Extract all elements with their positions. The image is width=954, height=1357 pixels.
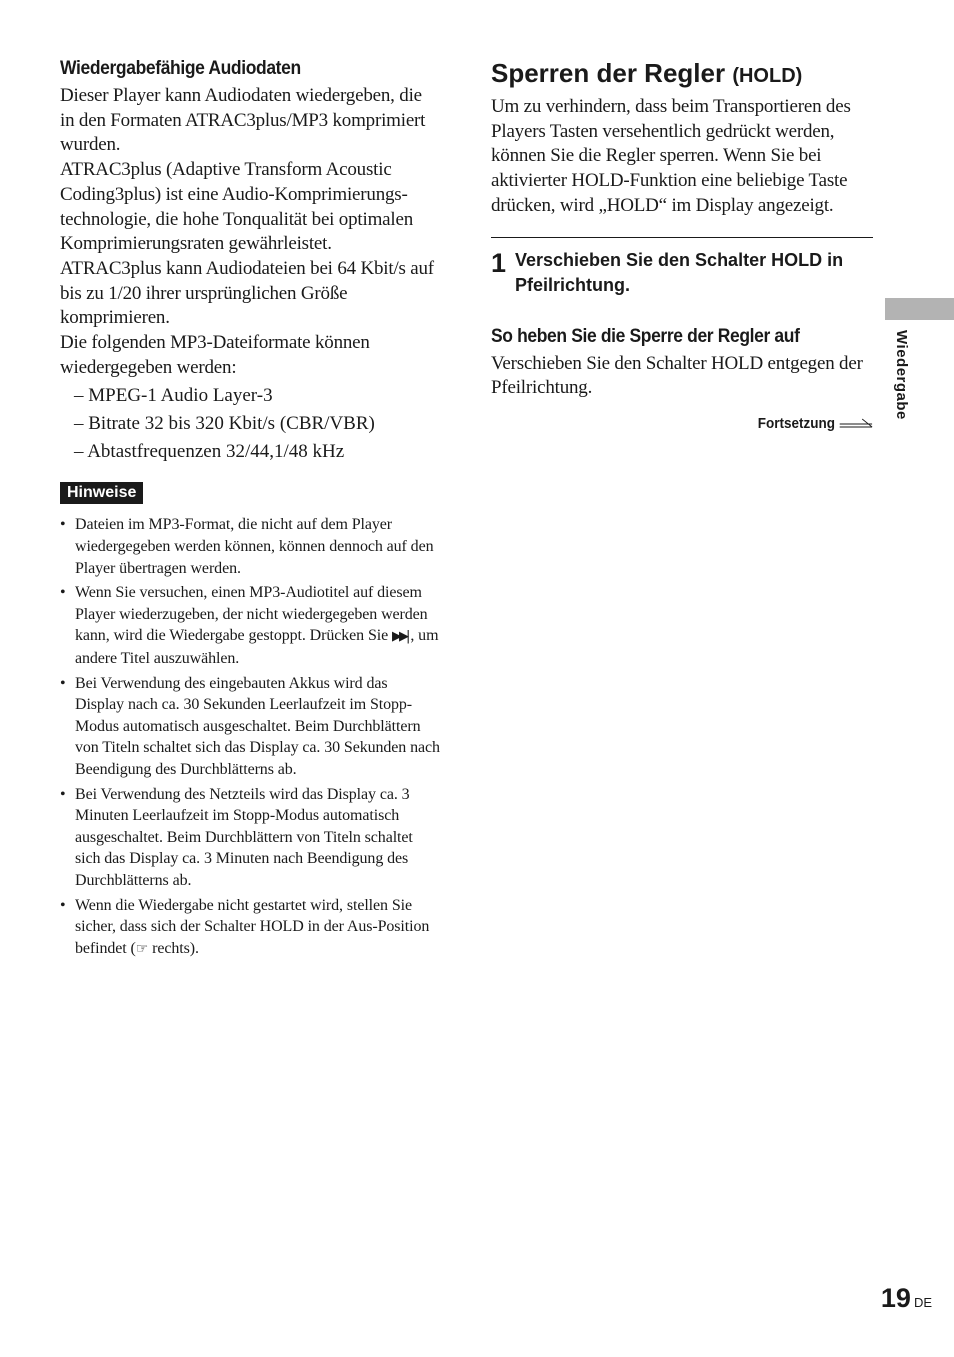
unlock-heading: So heben Sie die Sperre der Regler auf <box>491 325 800 347</box>
continuation-label: Fortsetzung <box>757 414 836 432</box>
step-1 <box>491 248 873 298</box>
page-number-value: 19 <box>880 1283 911 1313</box>
notes-badge: Hinweise <box>60 482 143 504</box>
hold-intro-paragraph: Um zu verhindern, dass beim Transportieren des Players Tasten versehentlich gedrückt werden, können Sie die Regler sperren. Wenn Sie bei aktivierter HOLD-Funktion eine beliebige Taste drücken, wird „HOLD“ im Display angezeigt. <box>491 96 851 216</box>
continuation-marker <box>491 415 873 432</box>
side-tab-marker <box>885 298 954 320</box>
intro-paragraph-2: ATRAC3plus (Adaptive Transform Acoustic Coding3plus) ist eine Audio-Komprimierungs-technologie, die hohe Tonqualität bei optimalen Komprimierungsraten gewährleistet. <box>60 159 413 255</box>
note-text: , um andere Titel auszuwählen. <box>75 627 439 667</box>
section-title <box>491 58 873 91</box>
note-item: • Bei Verwendung des eingebauten Akkus wird das Display nach ca. 30 Sekunden Leerlaufzeit im Stopp-Modus automatisch ausgeschaltet. Beim Durchblättern von Titeln schaltet sich das Display ca. 30 Sekunden nach Beendigung des Durchblätterns ab. <box>60 673 440 781</box>
left-column <box>60 58 440 963</box>
note-item <box>60 582 440 669</box>
list-item: – MPEG-1 Audio Layer-3 <box>74 385 273 407</box>
step-text: Verschieben Sie den Schalter HOLD in Pfeilrichtung. <box>514 249 844 295</box>
note-text: Wenn Sie versuchen, einen MP3-Audiotitel auf diesem Player wiederzugeben, der nicht wiedergegeben werden kann, wird die Wiedergabe gestoppt. Drücken Sie <box>75 584 428 645</box>
side-tab-label: Wiedergabe <box>893 330 910 420</box>
list-item: – Abtastfrequenzen 32/44,1/48 kHz <box>74 441 345 463</box>
mp3-format-list <box>60 382 440 466</box>
note-item: • Bei Verwendung des Netzteils wird das Display ca. 3 Minuten Leerlaufzeit im Stopp-Modus automatisch ausgeschaltet. Beim Durchblättern von Titeln schaltet sich das Display ca. 3 Minuten nach Beendigung des Durchblätterns ab. <box>60 784 440 892</box>
unlock-paragraph: Verschieben Sie den Schalter HOLD entgegen der Pfeilrichtung. <box>491 352 863 399</box>
continuation-arrow-icon <box>839 418 873 430</box>
divider <box>491 237 873 238</box>
note-text: Wenn die Wiedergabe nicht gestartet wird, stellen Sie sicher, dass sich der Schalter HOLD in der Aus-Position befindet ( <box>75 896 430 957</box>
page-number <box>881 1283 932 1314</box>
right-column <box>491 58 873 432</box>
list-item: – Bitrate 32 bis 320 Kbit/s (CBR/VBR) <box>74 413 375 435</box>
page-language: DE <box>913 1295 932 1310</box>
section-title-hold: (HOLD) <box>732 65 803 87</box>
step-number: 1 <box>491 247 507 278</box>
intro-paragraph-3: ATRAC3plus kann Audiodateien bei 64 Kbit/s auf bis zu 1/20 ihrer ursprünglichen Größe komprimieren. <box>60 257 434 329</box>
notes-list <box>60 514 440 960</box>
next-track-icon: ▶▶| <box>392 629 408 645</box>
note-text: rechts). <box>148 939 199 957</box>
pointing-hand-icon: ☞ <box>135 940 149 957</box>
intro-paragraph-4: Die folgenden MP3-Dateiformate können wiedergegeben werden: <box>60 332 370 378</box>
playable-audio-heading: Wiedergabefähige Audiodaten <box>60 58 301 79</box>
section-title-text: Sperren der Regler <box>491 58 726 88</box>
intro-paragraph-1: Dieser Player kann Audiodaten wiedergeben, die in den Formaten ATRAC3plus/MP3 komprimiert wurden. <box>60 85 426 156</box>
note-item: • Dateien im MP3-Format, die nicht auf dem Player wiedergegeben werden können, können dennoch auf den Player übertragen werden. <box>60 514 440 579</box>
note-item <box>60 895 440 961</box>
